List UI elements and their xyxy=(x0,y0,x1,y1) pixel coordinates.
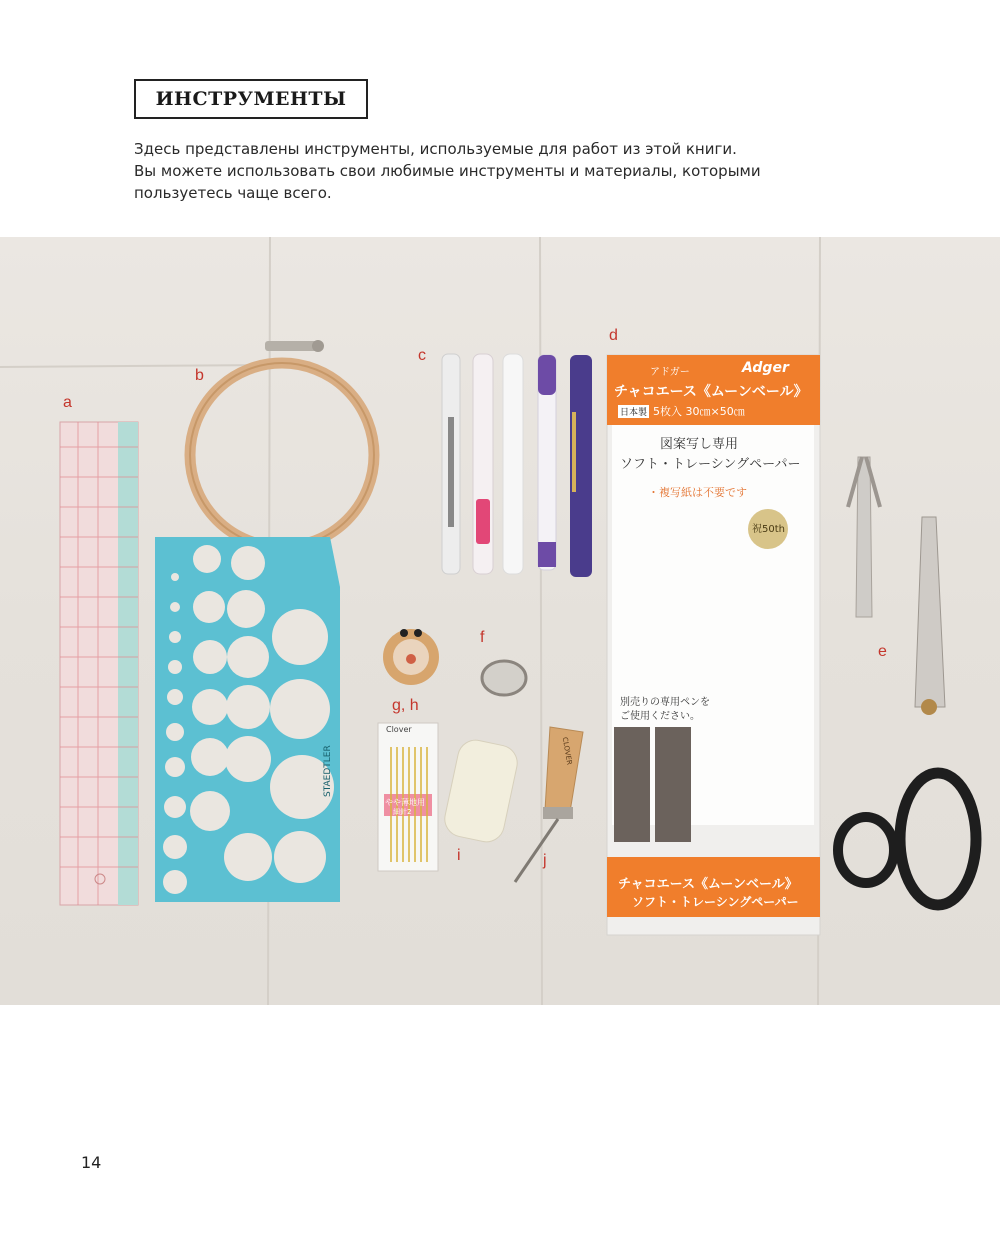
label-f: f xyxy=(480,629,485,646)
package-made-in: 日本製 xyxy=(618,405,649,418)
marker-pens xyxy=(442,354,592,577)
intro-line-3: пользуетесь чаще всего. xyxy=(134,184,332,202)
package-pen-note-1: 別売りの専用ペンを xyxy=(620,697,710,708)
thread-snips xyxy=(848,457,880,617)
label-j: j xyxy=(543,852,547,869)
embroidery-hoop xyxy=(190,340,374,547)
label-g-h: g, h xyxy=(392,697,419,714)
label-e: e xyxy=(878,643,887,660)
package-count: 5枚入 30㎝×50㎝ xyxy=(653,405,745,418)
pincushion xyxy=(383,629,439,685)
intro-text xyxy=(134,138,814,204)
label-d: d xyxy=(609,327,618,344)
awl-brand: CLOVER xyxy=(560,736,574,766)
label-i: i xyxy=(457,847,461,864)
package-brand: Adger xyxy=(742,360,789,376)
package-subtitle-2: ソフト・トレーシングペーパー xyxy=(620,457,801,472)
tools-illustration xyxy=(0,237,1000,1005)
package-title: チャコエース《ムーンベール》 xyxy=(614,384,808,400)
thread-spool xyxy=(441,737,520,845)
package-bottom-title: チャコエース《ムーンベール》 xyxy=(618,877,798,892)
intro-line-1: Здесь представлены инструменты, используемые для работ из этой книги. xyxy=(134,140,737,158)
stencil-brand: STAEDTLER xyxy=(323,745,333,797)
needle-card-brand: Clover xyxy=(386,725,412,734)
awl xyxy=(515,727,583,882)
package-brand-jp: アドガー xyxy=(650,367,690,378)
thimble-ring xyxy=(482,661,526,695)
package-subtitle-1: 図案写し専用 xyxy=(660,437,739,452)
package-note: ・複写紙は不要です xyxy=(648,486,747,499)
package-bottom-sub: ソフト・トレーシングペーパー xyxy=(632,895,799,909)
label-b: b xyxy=(195,367,204,384)
page-number: 14 xyxy=(81,1153,102,1172)
package-pen-note-2: ご使用ください。 xyxy=(620,711,700,722)
intro-line-2: Вы можете использовать свои любимые инструменты и материалы, которыми xyxy=(134,162,761,180)
package-badge: 祝50th xyxy=(752,524,785,535)
needle-card-sub: 細針2 xyxy=(393,808,412,816)
label-a: a xyxy=(63,394,72,411)
section-title-box xyxy=(134,79,368,119)
label-c: c xyxy=(418,347,426,364)
circle-stencil xyxy=(155,537,340,902)
needle-card-label: やや薄地用 xyxy=(385,798,425,807)
ruler xyxy=(60,422,138,905)
tools-photo xyxy=(0,237,1000,1005)
section-title: ИНСТРУМЕНТЫ xyxy=(155,88,347,110)
